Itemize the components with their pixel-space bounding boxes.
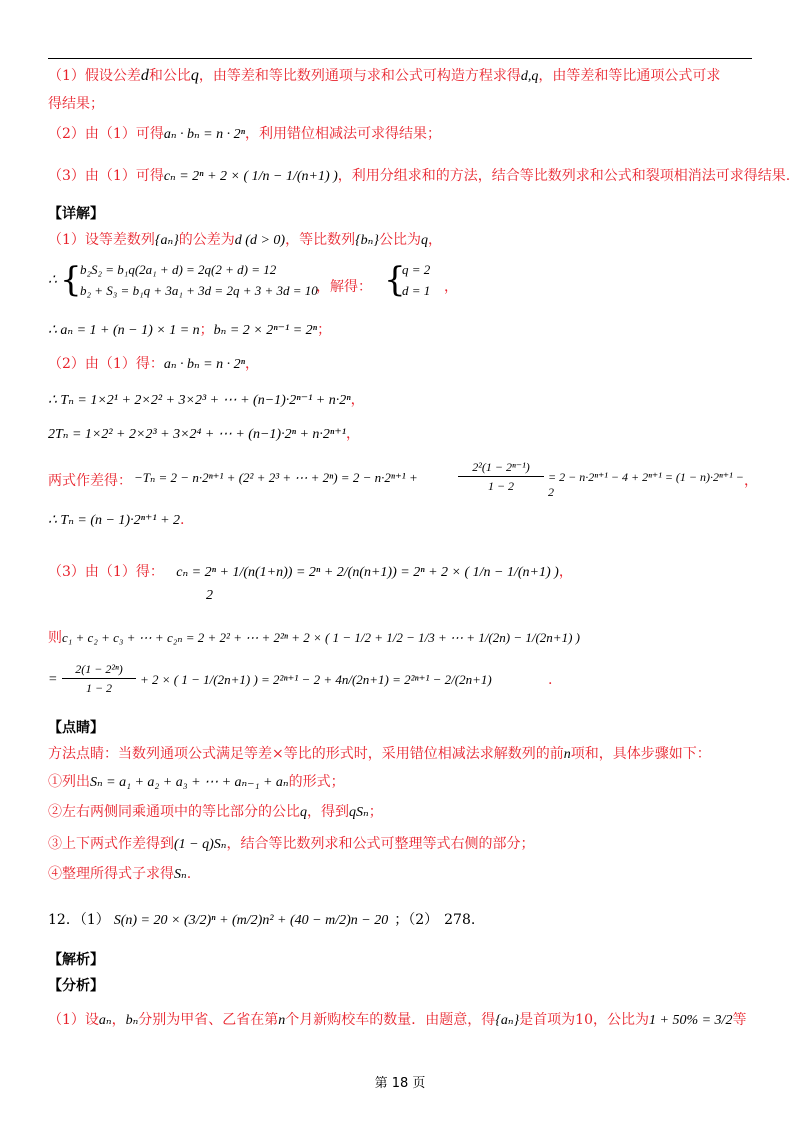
text: 方法点睛：当数列通项公式满足等差×等比的形式时，采用错位相减法求解数列的前 (48, 746, 564, 762)
text: （2）由（1）可得 (48, 126, 164, 142)
Tn-expansion (48, 390, 365, 411)
math-n: n (563, 747, 571, 762)
math-diff-a: −Tₙ = 2 − n·2ⁿ⁺¹ + (2² + 2³ + ⋯ + 2ⁿ) = 2 − n·2ⁿ⁺¹ + (134, 470, 418, 485)
text: 是首项为10，公比为 (519, 1012, 649, 1028)
text: ， (558, 564, 573, 580)
text: ③上下两式作差得到 (48, 836, 174, 852)
math-sum: c₁ + c₂ + c₃ + ⋯ + c₂ₙ = 2 + 2² + ⋯ + 2²ⁿ + 2 × ( 1 − 1/2 + 1/2 − 1/3 + ⋯ + 1/(2n) − 1/(2n+1) ) (62, 630, 580, 645)
sum-result (48, 660, 752, 704)
math-an-bn: aₙ · bₙ = n · 2ⁿ (163, 127, 246, 142)
stray-digit: 2 (206, 588, 213, 603)
solve-label: ，解得： (316, 279, 372, 295)
page-number: 第 18 页 (374, 1076, 426, 1091)
text: 公比为 (378, 232, 421, 248)
math-diff-b: = 2 − n·2ⁿ⁺¹ − 4 + 2ⁿ⁺¹ = (1 − n)·2ⁿ⁺¹ − 2 (548, 470, 744, 499)
math-bn: bₙ (125, 1013, 139, 1028)
solution-d: d = 1 (402, 283, 431, 298)
q12-label: 12．（1） (48, 912, 110, 928)
text: （1）设等差数列 (48, 232, 155, 248)
math-bn: bₙ = 2 × 2ⁿ⁻¹ = 2ⁿ (213, 323, 318, 338)
therefore-symbol: ∴ (48, 273, 57, 288)
text: ， (744, 473, 758, 489)
fraction-denominator: 1 − 2 (85, 681, 113, 695)
text: 项和，具体步骤如下： (570, 746, 711, 762)
system-eq1: b₂S₂ = b₁q(2a₁ + d) = 2q(2 + d) = 12 (80, 262, 277, 277)
math-1-q-Sn: (1 − q)Sₙ (174, 837, 227, 852)
text: ， (111, 1012, 126, 1028)
text: ， (427, 232, 442, 248)
text: ， (350, 392, 365, 408)
left-brace: { (60, 260, 82, 300)
text: 和公比 (148, 68, 191, 84)
text: 则 (48, 630, 62, 646)
text: ，由等差和等比通项公式可求 (538, 68, 721, 84)
text: ，由等差和等比数列通项与求和公式可构造方程求得 (198, 68, 521, 84)
math-Sn: Sₙ (174, 867, 187, 882)
math-q: q (300, 805, 307, 820)
math-Sn-formula: S(n) = 20 × (3/2)ⁿ + (m/2)n² + (40 − m/2)n − 20 (113, 913, 389, 928)
equation-system (48, 262, 752, 302)
equals: = (48, 672, 58, 687)
dianjing-intro (48, 744, 711, 765)
math-Sn: Sₙ = a₁ + a₂ + a₃ + ⋯ + aₙ₋₁ + aₙ (90, 775, 289, 790)
text: ，利用错位相减法可求得结果； (245, 126, 442, 142)
math-Tn-result: ∴ Tₙ = (n − 1)·2ⁿ⁺¹ + 2 (48, 513, 181, 528)
solution-q: q = 2 (402, 262, 431, 277)
text: ②左右两侧同乘通项中的等比部分的公比 (48, 804, 300, 820)
Tn-result (48, 510, 184, 531)
fraction (458, 458, 544, 495)
text: ，利用分组求和的方法，结合等比数列求和公式和裂项相消法可求得结果. (337, 168, 791, 184)
text: ， (345, 426, 360, 442)
math-sum-result: + 2 × ( 1 − 1/(2n+1) ) = 2²ⁿ⁺¹ − 2 + 4n/(2n+1) = 2²ⁿ⁺¹ − 2/(2n+1) (140, 672, 492, 687)
math-qSn: qSₙ (349, 805, 369, 820)
math-an-set: {aₙ} (495, 1013, 520, 1028)
text: （1）假设公差 (48, 68, 141, 84)
dianjing-step1 (48, 772, 345, 793)
fraction (62, 660, 136, 697)
math-an: aₙ (98, 1013, 112, 1028)
text: 的形式； (288, 774, 345, 790)
text: . (548, 672, 553, 688)
text: （3）由（1）得： (48, 564, 164, 580)
details-d3 (48, 562, 573, 583)
text: 分别为甲省、乙省在第 (138, 1012, 279, 1028)
dianjing-heading: 【点睛】 (48, 720, 104, 736)
fraction-denominator: 1 − 2 (487, 479, 515, 493)
math-an-set: {aₙ} (154, 233, 179, 248)
math-d-positive: d (d > 0) (234, 233, 286, 248)
analysis-p1-line2: 得结果； (48, 96, 104, 112)
analysis-p3 (48, 166, 790, 187)
text: ； (368, 804, 383, 820)
analysis-p1-line1 (48, 66, 720, 87)
system-eq2: b₂ + S₃ = b₁q + 3a₁ + 3d = 2q + 3 + 3d = 10 (80, 283, 318, 298)
text: （1）设 (48, 1012, 99, 1028)
sum-line (48, 628, 580, 648)
text: ；（2） (394, 912, 439, 928)
last-line (48, 1010, 746, 1031)
text: 个月新购校车的数量．由题意，得 (285, 1012, 496, 1028)
math-2Tn: 2Tₙ = 1×2² + 2×2³ + 3×2⁴ + ⋯ + (n−1)·2ⁿ + n·2ⁿ⁺¹ (48, 427, 346, 442)
math-dq: d,q (520, 69, 539, 84)
text: ，结合等比数列求和公式可整理等式右侧的部分； (226, 836, 535, 852)
math-an: ∴ aₙ = 1 + (n − 1) × 1 = n (48, 323, 200, 338)
an-bn-formulas (48, 320, 331, 341)
math-cn: cₙ = 2ⁿ + 1/(n(1+n)) = 2ⁿ + 2/(n(n+1)) = 2ⁿ + 2 × ( 1/n − 1/(n+1) ) (176, 565, 559, 580)
header-rule (48, 58, 752, 59)
text: ， (245, 356, 260, 372)
text: 等 (732, 1012, 747, 1028)
math-ratio: 1 + 50% = 3/2 (649, 1013, 733, 1028)
text: ； (199, 322, 214, 338)
text: 的公差为 (178, 232, 235, 248)
text: ，得到 (307, 804, 349, 820)
details-heading: 【详解】 (48, 206, 104, 222)
math-q: q (420, 233, 428, 248)
math-d: d (140, 67, 149, 84)
math-n: n (278, 1013, 286, 1028)
dianjing-step2 (48, 802, 383, 823)
math-bn-set: {bₙ} (355, 233, 379, 248)
fraction-numerator: 2(1 − 2²ⁿ) (62, 660, 136, 679)
math-q: q (190, 67, 199, 84)
math-Tn: ∴ Tₙ = 1×2¹ + 2×2² + 3×2³ + ⋯ + (n−1)·2ⁿ⁻¹ + n·2ⁿ (48, 393, 351, 408)
jiexi-heading: 【解析】 (48, 952, 104, 968)
fenxi-heading: 【分析】 (48, 978, 104, 994)
q12-answer-value: 278. (444, 912, 476, 928)
2Tn-expansion (48, 424, 360, 445)
details-d2 (48, 354, 259, 375)
q12-answer (48, 910, 475, 931)
text: ，等比数列 (285, 232, 356, 248)
text: ， (444, 279, 458, 295)
text: （2）由（1）得： (48, 356, 164, 372)
subtraction-line (48, 458, 758, 502)
math-an-bn: aₙ · bₙ = n · 2ⁿ (163, 357, 246, 372)
text: ①列出 (48, 774, 90, 790)
text: . (180, 512, 185, 528)
details-d1 (48, 230, 442, 251)
text: ④整理所得式子求得 (48, 866, 174, 882)
left-brace: { (384, 260, 406, 300)
analysis-p2 (48, 124, 441, 145)
text: ； (317, 322, 332, 338)
dianjing-step3 (48, 834, 534, 855)
dianjing-step4 (48, 864, 191, 885)
math-cn: cₙ = 2ⁿ + 2 × ( 1/n − 1/(n+1) ) (163, 169, 338, 184)
fraction-numerator: 2²(1 − 2ⁿ⁻¹) (458, 458, 544, 477)
text: . (186, 866, 192, 882)
diff-label: 两式作差得： (48, 473, 132, 489)
text: （3）由（1）可得 (48, 168, 164, 184)
